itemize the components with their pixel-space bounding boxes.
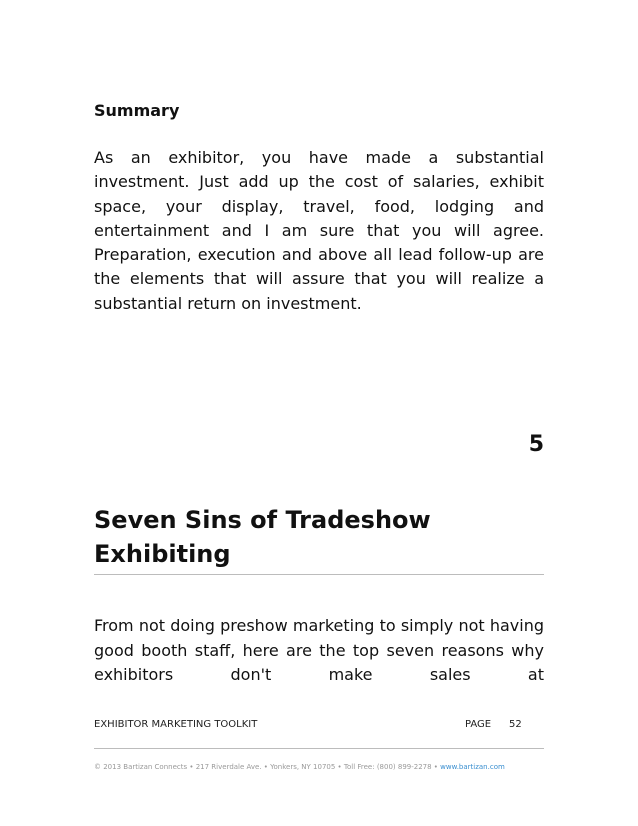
footer-website-link[interactable]: www.bartizan.com xyxy=(440,763,505,771)
summary-paragraph: As an exhibitor, you have made a substantial investment. Just add up the cost of salaries, exhibit space, your display, travel, food, lodging and entertainment and I am sure that you will agree. Preparation, execution and above all lead follow-up are the elements that will assure that you will realize a substantial return on investment. xyxy=(94,148,544,313)
chapter-title xyxy=(94,503,544,571)
chapter-number: 5 xyxy=(528,432,544,457)
chapter-intro-paragraph: From not doing preshow marketing to simply not having good booth staff, here are the top seven reasons why exhibitors don't make sales at xyxy=(94,616,544,684)
footer-divider xyxy=(94,748,544,749)
section-heading: Summary xyxy=(94,101,180,120)
title-divider xyxy=(94,574,544,575)
footer-contact-info: © 2013 Bartizan Connects • 217 Riverdale Ave. • Yonkers, NY 10705 • Toll Free: (800) 899-2278 • xyxy=(94,763,438,771)
footer-page-number: 52 xyxy=(509,719,522,730)
footer-contact-line xyxy=(94,763,544,771)
chapter-title-line-1: Seven Sins of Tradeshow xyxy=(94,506,431,534)
footer-book-title: EXHIBITOR MARKETING TOOLKIT xyxy=(94,719,258,730)
footer-page-label: PAGE xyxy=(465,719,492,730)
chapter-title-line-2: Exhibiting xyxy=(94,540,231,568)
